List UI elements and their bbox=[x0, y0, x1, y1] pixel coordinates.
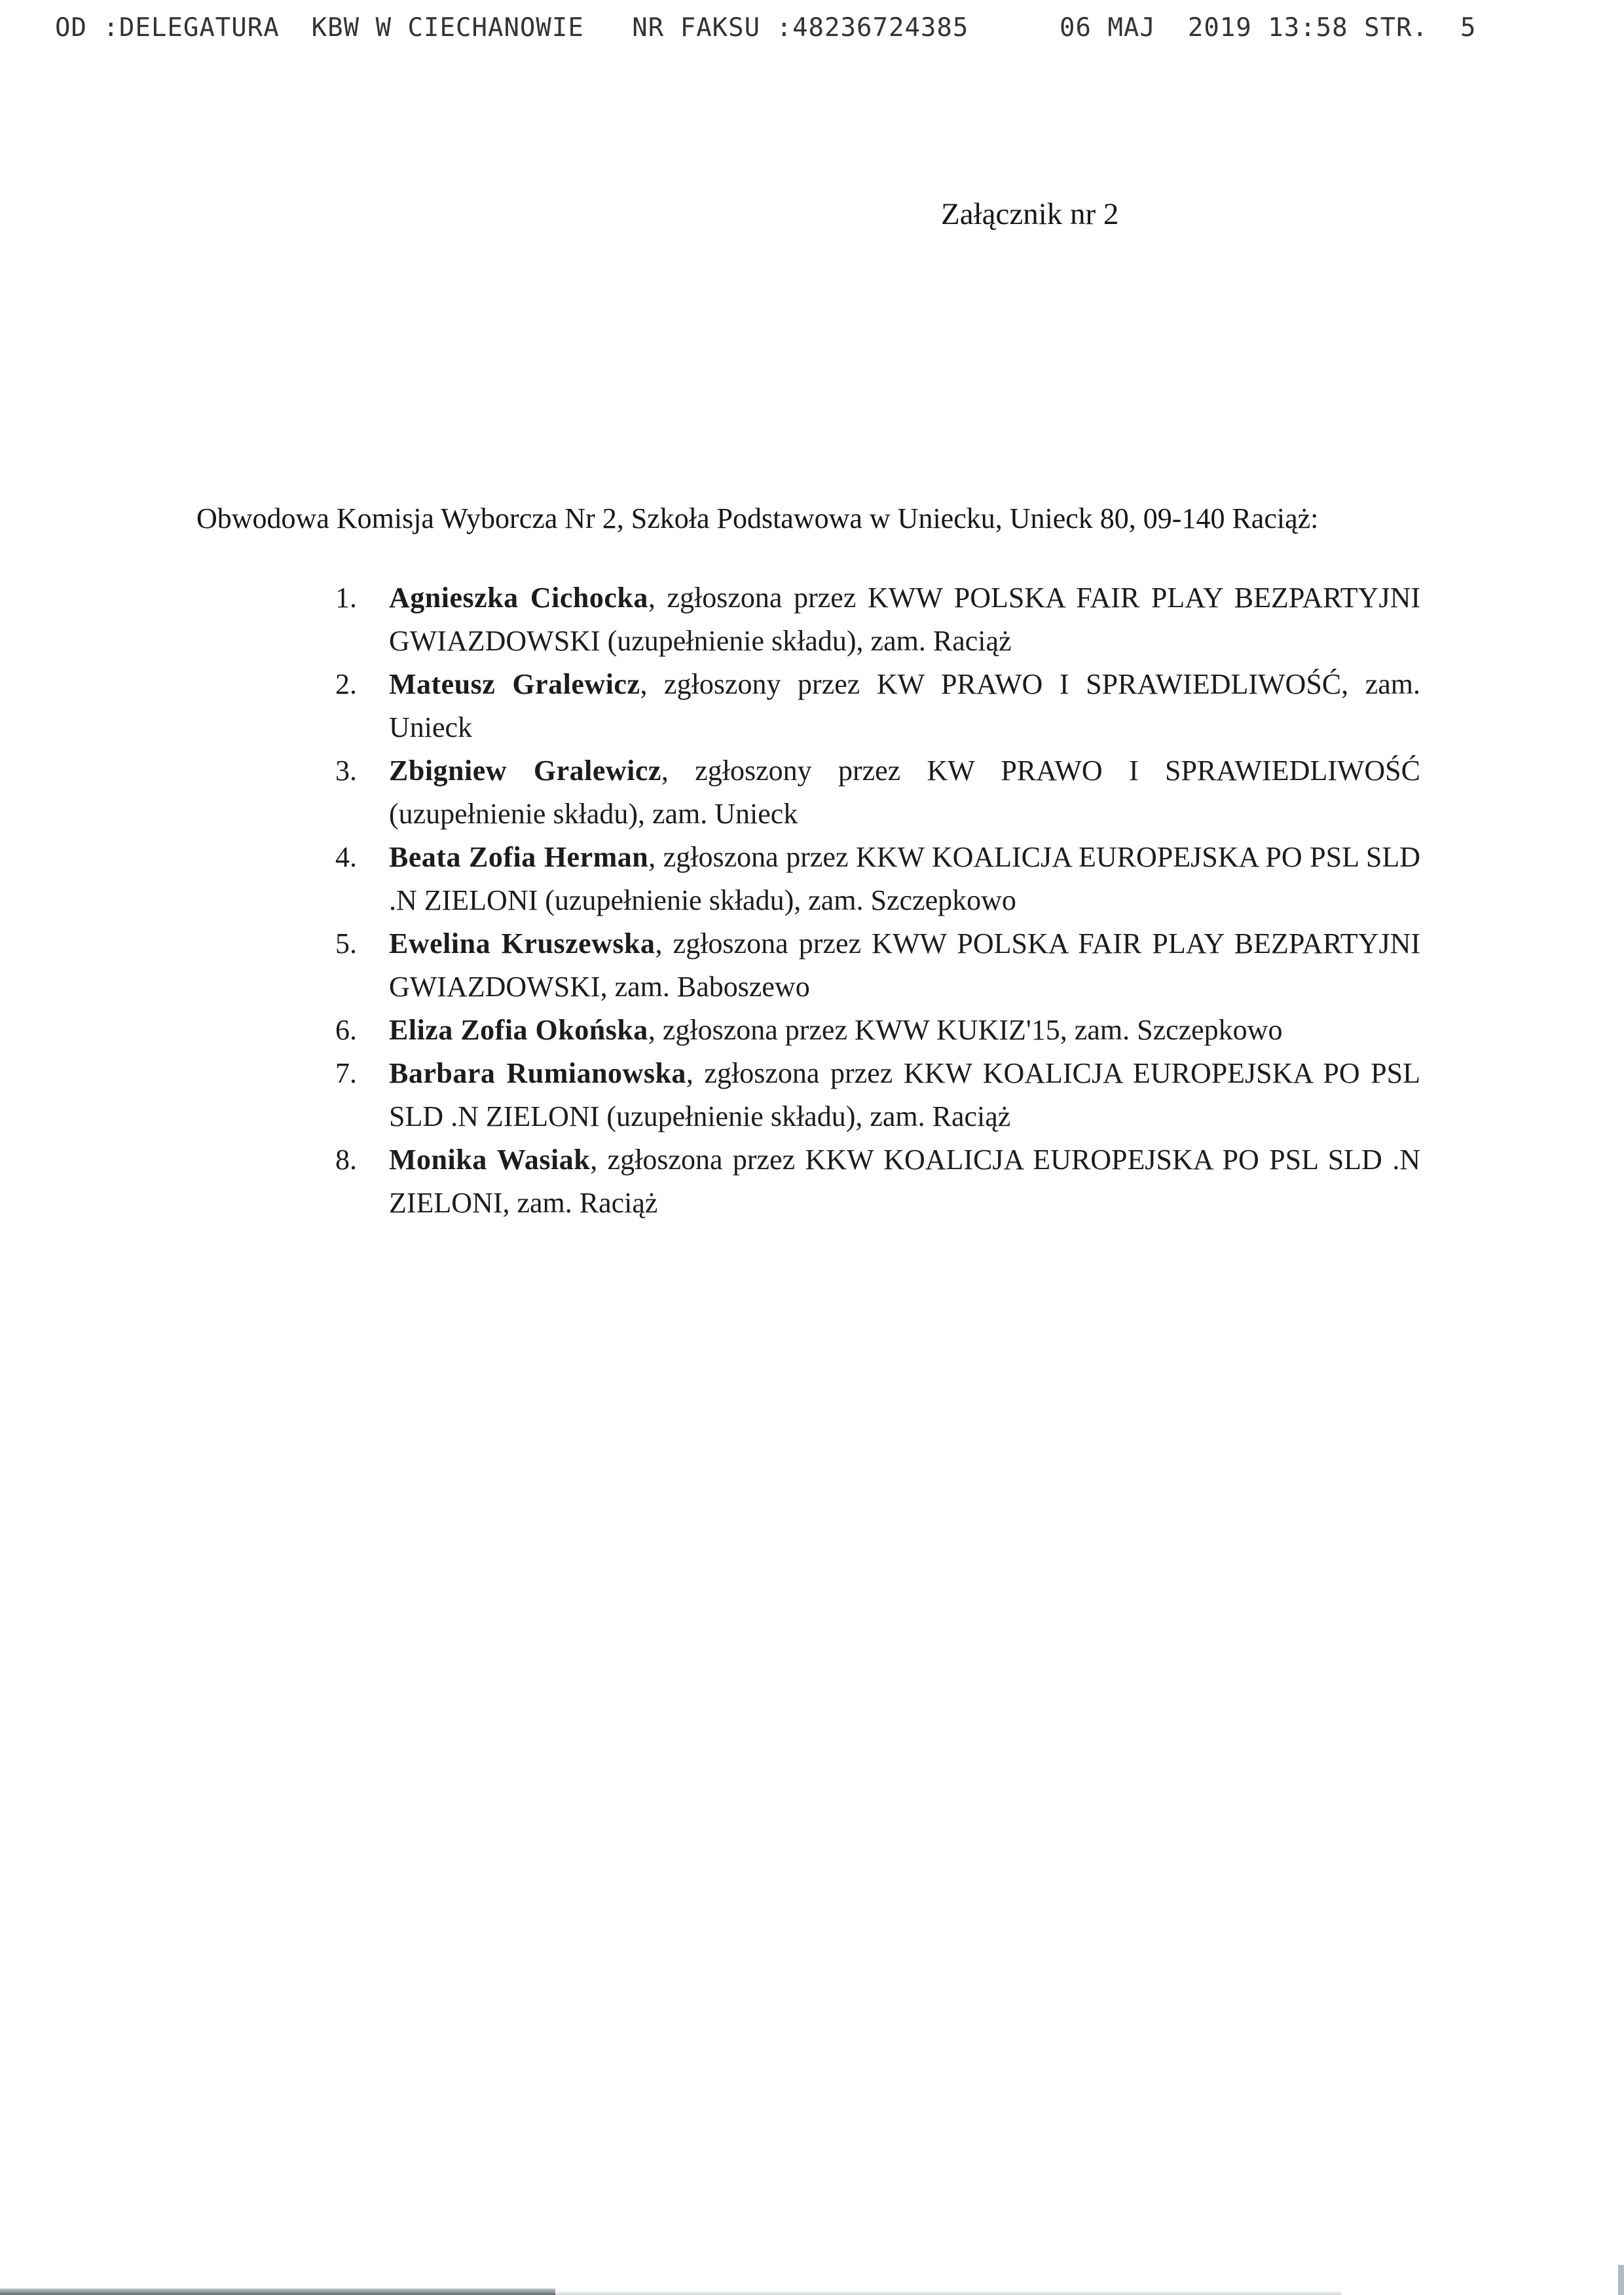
item-number: 1. bbox=[335, 582, 357, 614]
item-text bbox=[389, 1138, 1420, 1225]
item-number: 4. bbox=[335, 841, 357, 873]
list-item bbox=[335, 1138, 1426, 1225]
list-item bbox=[335, 922, 1426, 1009]
member-name: Ewelina Kruszewska bbox=[389, 927, 655, 960]
item-text bbox=[389, 663, 1420, 749]
member-name: Monika Wasiak bbox=[389, 1144, 591, 1176]
member-name: Agnieszka Cichocka bbox=[389, 582, 648, 614]
member-details: , zgłoszony przez KW PRAWO I SPRAWIEDLIWOŚĆ (uzupełnienie składu), zam. Unieck bbox=[389, 755, 1420, 830]
list-item bbox=[335, 1052, 1426, 1138]
list-item bbox=[335, 836, 1426, 922]
member-details: , zgłoszona przez KKW KOALICJA EUROPEJSKA PO PSL SLD .N ZIELONI (uzupełnienie składu), zam. Szczepkowo bbox=[389, 841, 1421, 916]
attachment-label: Załącznik nr 2 bbox=[941, 197, 1119, 231]
member-name: Mateusz Gralewicz bbox=[389, 668, 640, 700]
member-name: Barbara Rumianowska bbox=[389, 1057, 686, 1089]
member-name: Zbigniew Gralewicz bbox=[389, 755, 661, 787]
member-list bbox=[335, 576, 1426, 1225]
list-item bbox=[335, 1009, 1426, 1052]
item-number: 5. bbox=[335, 927, 357, 960]
member-name: Beata Zofia Herman bbox=[389, 841, 649, 873]
member-details: , zgłoszona przez KKW KOALICJA EUROPEJSKA PO PSL SLD .N ZIELONI, zam. Raciąż bbox=[389, 1144, 1420, 1219]
item-number: 2. bbox=[335, 668, 357, 700]
item-number: 3. bbox=[335, 755, 357, 787]
item-number: 8. bbox=[335, 1144, 357, 1176]
item-number: 6. bbox=[335, 1014, 357, 1046]
fax-header-timestamp: 06 MAJ 2019 13:58 STR. 5 bbox=[1060, 13, 1477, 43]
item-number: 7. bbox=[335, 1057, 357, 1089]
scan-artifact-edge bbox=[1618, 2265, 1624, 2295]
member-details: , zgłoszona przez KKW KOALICJA EUROPEJSKA PO PSL SLD .N ZIELONI (uzupełnienie składu), zam. Raciąż bbox=[389, 1057, 1420, 1132]
member-details: , zgłoszona przez KWW KUKIZ'15, zam. Szczepkowo bbox=[648, 1014, 1283, 1046]
list-item bbox=[335, 663, 1426, 749]
list-item bbox=[335, 749, 1426, 836]
list-item bbox=[335, 576, 1426, 663]
scan-artifact-strip bbox=[0, 2288, 555, 2295]
member-details: , zgłoszona przez KWW POLSKA FAIR PLAY BEZPARTYJNI GWIAZDOWSKI (uzupełnienie składu), zam. Raciąż bbox=[389, 582, 1420, 657]
item-text bbox=[389, 922, 1420, 1009]
member-details: , zgłoszona przez KWW POLSKA FAIR PLAY BEZPARTYJNI GWIAZDOWSKI, zam. Baboszewo bbox=[389, 927, 1420, 1003]
item-text bbox=[389, 576, 1420, 663]
item-text bbox=[389, 1009, 1420, 1052]
fax-header bbox=[0, 13, 1624, 59]
scan-artifact-strip-faint bbox=[555, 2292, 1341, 2295]
member-name: Eliza Zofia Okońska bbox=[389, 1014, 648, 1046]
item-text bbox=[389, 1052, 1420, 1138]
commission-intro: Obwodowa Komisja Wyborcza Nr 2, Szkoła Podstawowa w Uniecku, Unieck 80, 09-140 Raciąż: bbox=[196, 502, 1319, 534]
item-text bbox=[389, 836, 1420, 922]
item-text bbox=[389, 749, 1420, 836]
fax-header-sender: OD :DELEGATURA KBW W CIECHANOWIE NR FAKSU :48236724385 bbox=[55, 13, 969, 43]
member-details: , zgłoszony przez KW PRAWO I SPRAWIEDLIWOŚĆ, zam. Unieck bbox=[389, 668, 1420, 743]
